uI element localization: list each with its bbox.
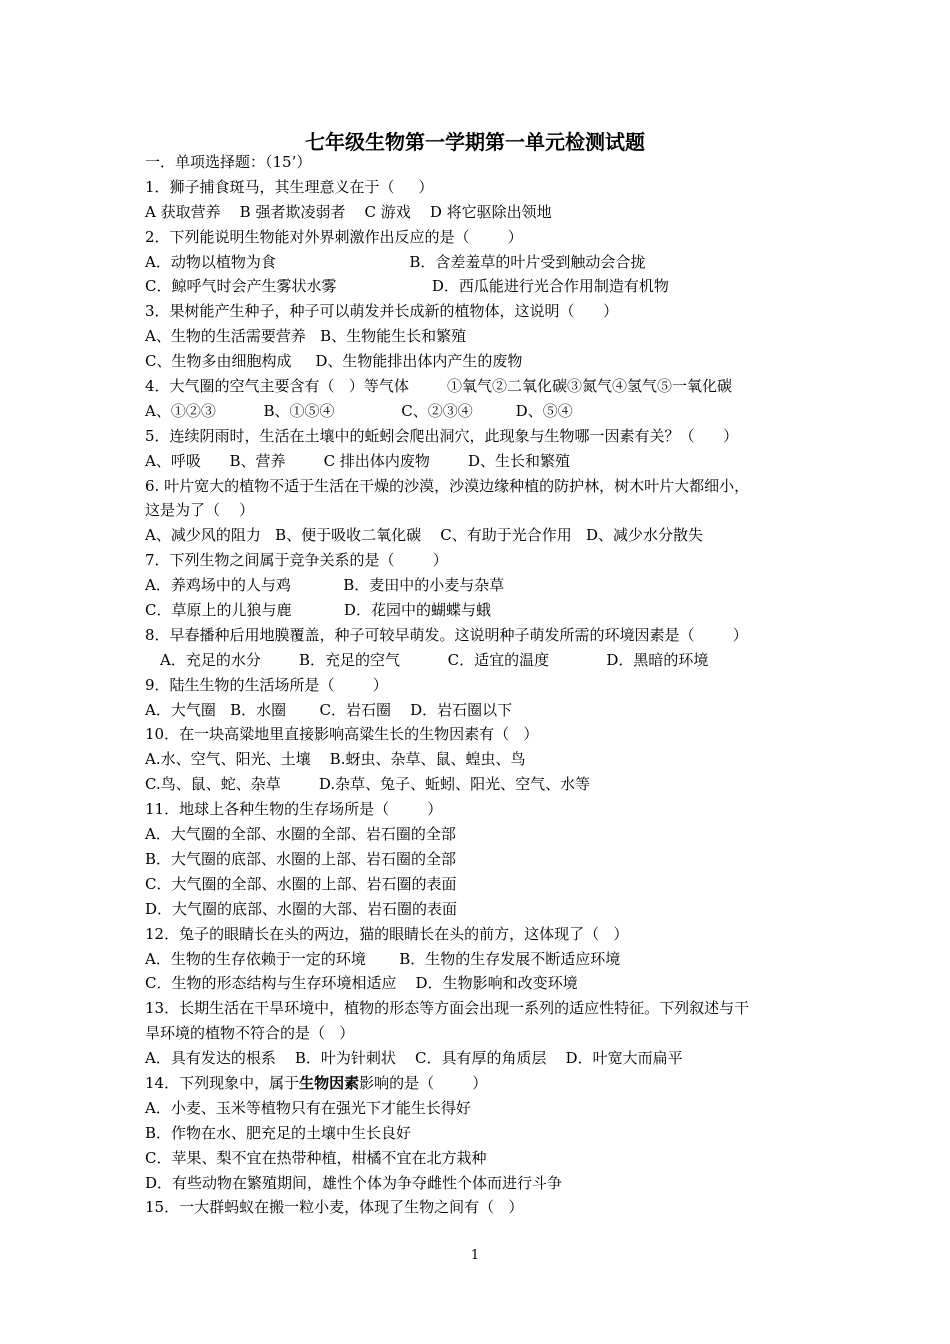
text-line: 15．一大群蚂蚁在搬一粒小麦，体现了生物之间有（ ） xyxy=(145,1198,524,1217)
text-line: C、生物多由细胞构成 D、生物能排出体内产生的废物 xyxy=(145,352,523,371)
text-line: D．有些动物在繁殖期间，雄性个体为争夺雌性个体而进行斗争 xyxy=(145,1173,563,1192)
text-line: A、①②③ B、①⑤④ C、②③④ D、⑤④ xyxy=(145,401,573,420)
text-line: 11．地球上各种生物的生存场所是（ ） xyxy=(145,800,443,819)
q14-text-after: 影响的是（ ） xyxy=(359,1073,488,1092)
text-line: A．大气圈 B．水圈 C．岩石圈 D．岩石圈以下 xyxy=(145,700,513,719)
page-title: 七年级生物第一学期第一单元检测试题 xyxy=(305,130,645,154)
page-number: 1 xyxy=(470,1248,480,1263)
text-line: A．动物以植物为食 B．含差羞草的叶片受到触动会合拢 xyxy=(145,252,646,271)
q14-bold-term: 生物因素 xyxy=(299,1073,360,1092)
text-line: A．大气圈的全部、水圈的全部、岩石圈的全部 xyxy=(145,825,456,844)
text-line: 一．单项选择题：（15’） xyxy=(145,153,312,171)
text-line: 7．下列生物之间属于竞争关系的是（ ） xyxy=(145,551,448,570)
question-14-stem xyxy=(145,1071,815,1096)
text-line: 这是为了（ ） xyxy=(145,501,255,520)
text-line: C．苹果、梨不宜在热带种植，柑橘不宜在北方栽种 xyxy=(145,1148,487,1167)
q14-text-before: 14．下列现象中，属于 xyxy=(145,1073,300,1092)
text-line: 6. 叶片宽大的植物不适于生活在干燥的沙漠，沙漠边缘种植的防护林，树木叶片大都细小， xyxy=(145,476,750,495)
text-line: 2．下列能说明生物能对外界刺激作出反应的是（ ） xyxy=(145,227,523,246)
text-line: C．生物的形态结构与生存环境相适应 D．生物影响和改变环境 xyxy=(145,974,578,993)
text-line: 4．大气圈的空气主要含有（ ）等气体 ①氧气②二氧化碳③氮气④氢气⑤一氧化碳 xyxy=(145,377,732,396)
text-line: C.鸟、鼠、蛇、杂草 D.杂草、兔子、蚯蚓、阳光、空气、水等 xyxy=(145,775,591,794)
text-line: A．充足的水分 B．充足的空气 C．适宜的温度 D．黑暗的环境 xyxy=(160,650,709,669)
text-line: 3．果树能产生种子，种子可以萌发并长成新的植物体，这说明（ ） xyxy=(145,302,619,321)
text-line: A．生物的生存依赖于一定的环境 B．生物的生存发展不断适应环境 xyxy=(145,949,621,968)
text-line: A．具有发达的根系 B．叶为针刺状 C．具有厚的角质层 D．叶宽大而扁平 xyxy=(145,1049,683,1068)
text-line: 13．长期生活在干旱环境中，植物的形态等方面会出现一系列的适应性特征。下列叙述与干 xyxy=(145,999,750,1018)
text-line: A 获取营养 B 强者欺凌弱者 C 游戏 D 将它驱除出领地 xyxy=(145,202,552,221)
text-line: A、呼吸 B、营养 C 排出体内废物 D、生长和繁殖 xyxy=(145,451,571,470)
text-line: 旱环境的植物不符合的是（ ） xyxy=(145,1024,355,1043)
text-line: A．小麦、玉米等植物只有在强光下才能生长得好 xyxy=(145,1098,471,1117)
text-line: B．大气圈的底部、水圈的上部、岩石圈的全部 xyxy=(145,849,457,868)
text-line: 10．在一块高粱地里直接影响高粱生长的生物因素有（ ） xyxy=(145,725,539,744)
text-line: 5．连续阴雨时，生活在土壤中的蚯蚓会爬出洞穴，此现象与生物哪一因素有关？（ ） xyxy=(145,426,739,445)
text-line: C．鲸呼气时会产生雾状水雾 D．西瓜能进行光合作用制造有机物 xyxy=(145,277,669,296)
text-line: C．大气圈的全部、水圈的上部、岩石圈的表面 xyxy=(145,874,457,893)
text-line: A、减少风的阻力 B、便于吸收二氧化碳 C、有助于光合作用 D、减少水分散失 xyxy=(145,526,704,545)
text-line: D．大气圈的底部、水圈的大部、岩石圈的表面 xyxy=(145,899,458,918)
text-line: 9．陆生生物的生活场所是（ ） xyxy=(145,675,388,694)
text-line: 1．狮子捕食斑马，其生理意义在于（ ） xyxy=(145,177,434,196)
text-line: B．作物在水、肥充足的土壤中生长良好 xyxy=(145,1123,412,1142)
text-line: 8．早春播种后用地膜覆盖，种子可较早萌发。这说明种子萌发所需的环境因素是（ ） xyxy=(145,625,748,644)
question-body xyxy=(145,150,815,1220)
text-line: A．养鸡场中的人与鸡 B．麦田中的小麦与杂草 xyxy=(145,576,505,595)
text-line: A.水、空气、阳光、土壤 B.蚜虫、杂草、鼠、蝗虫、鸟 xyxy=(145,750,526,769)
text-line: 12．兔子的眼睛长在头的两边，猫的眼睛长在头的前方，这体现了（ ） xyxy=(145,924,629,943)
text-line: A、生物的生活需要营养 B、生物能生长和繁殖 xyxy=(145,327,467,346)
text-line: C．草原上的儿狼与鹿 D．花园中的蝴蝶与蛾 xyxy=(145,601,491,620)
